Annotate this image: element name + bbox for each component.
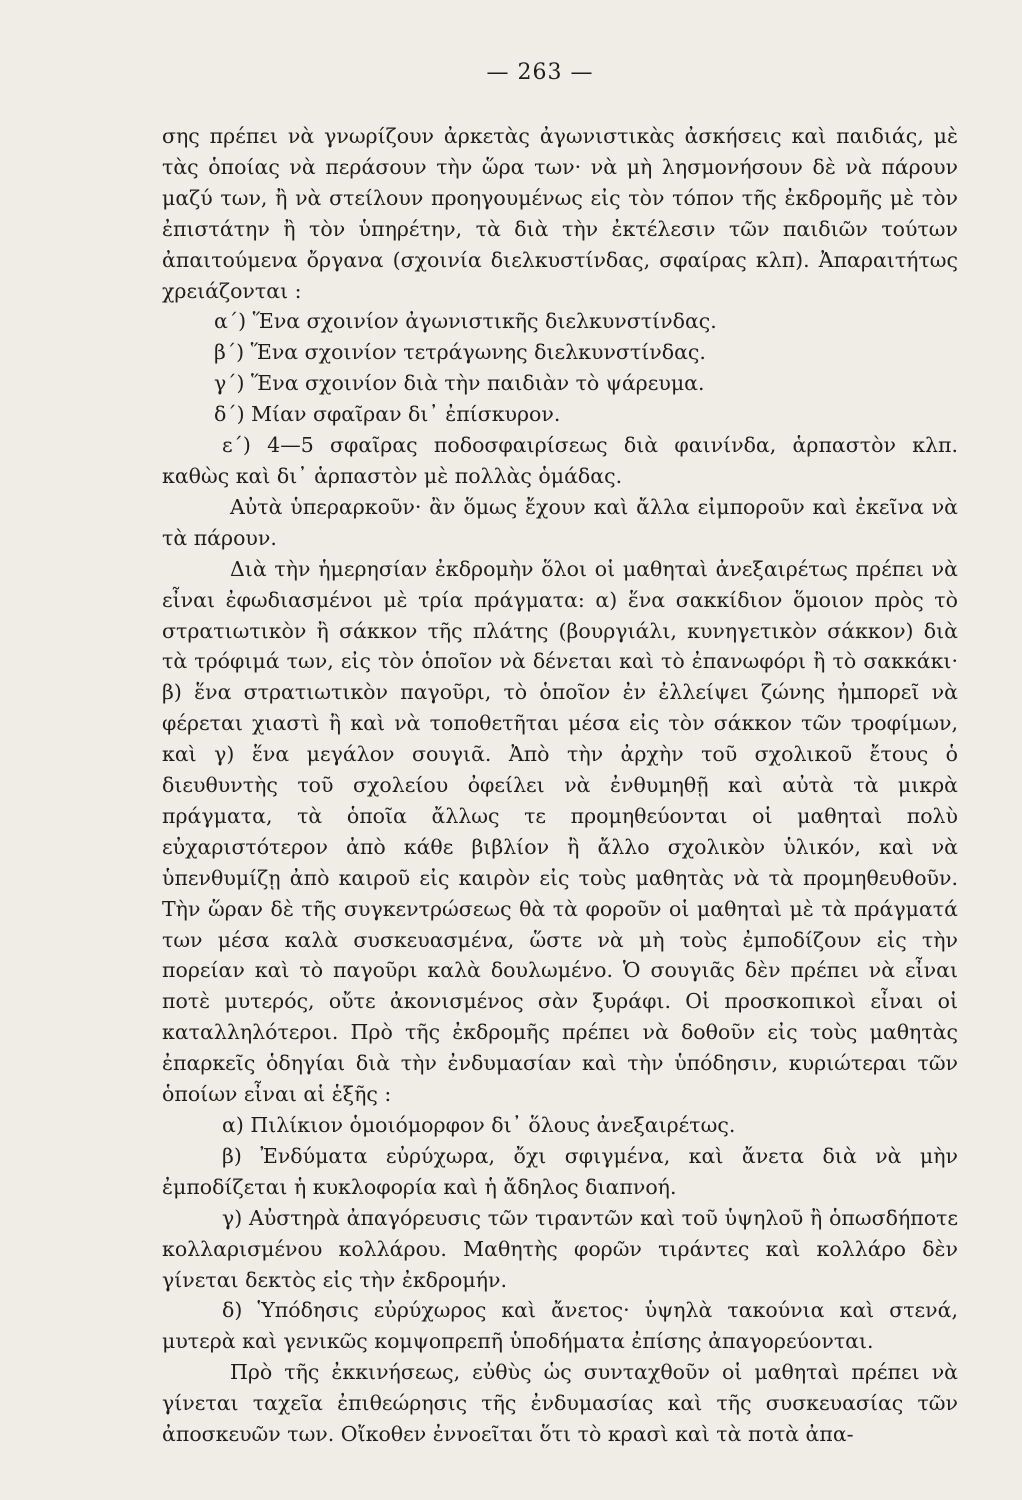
list-item: δ΄) Μίαν σφαῖραν δι᾽ ἐπίσκυρον. (214, 402, 561, 427)
paragraph: Πρὸ τῆς ἐκκινήσεως, εὐθὺς ὡς συνταχθοῦν οἱ μαθηταὶ πρέπει νὰ γίνεται ταχεῖα ἐπιθεώρησις τῆς ἐνδυμασίας καὶ τῆς συσκευασίας τῶν ἀποσκευῶν των. Οἴκοθεν ἐννοεῖται ὅτι τὸ κρασὶ καὶ τὰ ποτὰ ἀπα- (162, 1360, 958, 1447)
list-item: α΄) Ἕνα σχοινίον ἀγωνιστικῆς διελκυνστίνδας. (214, 309, 717, 334)
page-body (162, 121, 958, 1450)
paragraph: σης πρέπει νὰ γνωρίζουν ἀρκετὰς ἀγωνιστικὰς ἀσκήσεις καὶ παιδιάς, μὲ τὰς ὁποίας νὰ περάσουν τὴν ὥρα των· νὰ μὴ λησμονήσουν δὲ νὰ πάρουν μαζύ των, ἢ νὰ στείλουν προηγουμένως εἰς τὸν τόπον τῆς ἐκδρομῆς μὲ τὸν ἐπιστάτην ἢ τὸν ὑπηρέτην, τὰ διὰ τὴν ἐκτέλεσιν τῶν παιδιῶν τούτων ἀπαιτούμενα ὄργανα (σχοινία διελκυστίνδας, σφαίρας κλπ). Ἀπαραιτήτως χρειάζονται : (162, 124, 958, 303)
paragraph: Διὰ τὴν ἡμερησίαν ἐκδρομὴν ὅλοι οἱ μαθηταὶ ἀνεξαιρέτως πρέπει νὰ εἶναι ἐφωδιασμένοι μὲ τρία πράγματα: α) ἕνα σακκίδιον ὅμοιον πρὸς τὸ στρατιωτικὸν ἢ σάκκον τῆς πλάτης (βουργιάλι, κυνηγετικὸν σάκκον) διὰ τὰ τρόφιμά των, εἰς τὸν ὁποῖον νὰ δένεται καὶ τὸ ἐπανωφόρι ἢ τὸ σακκάκι· β) ἕνα στρατιωτικὸν παγοῦρι, τὸ ὁποῖον ἐν ἐλλείψει ζώνης ἠμπορεῖ νὰ φέρεται χιαστὶ ἢ καὶ νὰ τοποθετῆται μέσα εἰς τὸν σάκκον τῶν τροφίμων, καὶ γ) ἕνα μεγάλον σουγιᾶ. Ἀπὸ τὴν ἀρχὴν τοῦ σχολικοῦ ἔτους ὁ διευθυντὴς τοῦ σχολείου ὀφείλει νὰ ἐνθυμηθῇ καὶ αὐτὰ τὰ μικρὰ πράγματα, τὰ ὁποῖα ἄλλως τε προμηθεύονται οἱ μαθηταὶ πολὺ εὐχαριστότερον ἀπὸ κάθε βιβλίον ἢ ἄλλο σχολικὸν ὑλικόν, καὶ νὰ ὑπενθυμίζῃ ἀπὸ καιροῦ εἰς καιρὸν εἰς τοὺς μαθητὰς νὰ τὰ προμηθευθοῦν. Τὴν ὥραν δὲ τῆς συγκεντρώσεως θὰ τὰ φοροῦν οἱ μαθηταὶ μὲ τὰ πράγματά των μέσα καλὰ συσκευασμένα, ὥστε νὰ μὴ τοὺς ἐμποδίζουν εἰς τὴν πορείαν καὶ τὸ παγοῦρι καλὰ δουλωμένο. Ὁ σουγιᾶς δὲν πρέπει νὰ εἶναι ποτὲ μυτερός, οὔτε ἀκονισμένος σὰν ξυράφι. Οἱ προσκοπικοὶ εἶναι οἱ καταλληλότεροι. Πρὸ τῆς ἐκδρομῆς πρέπει νὰ δοθοῦν εἰς τοὺς μαθητὰς ἐπαρκεῖς ὁδηγίαι διὰ τὴν ἐνδυμασίαν καὶ τὴν ὑπόδησιν, κυριώτεραι τῶν ὁποίων εἶναι αἱ ἑξῆς : (162, 556, 958, 1107)
paragraph: Αὐτὰ ὑπεραρκοῦν· ἂν ὅμως ἔχουν καὶ ἄλλα εἰμποροῦν καὶ ἐκεῖνα νὰ τὰ πάρουν. (162, 494, 958, 550)
list-item: γ΄) Ἕνα σχοινίον διὰ τὴν παιδιὰν τὸ ψάρευμα. (214, 371, 705, 396)
list-item: ε΄) 4—5 σφαῖρας ποδοσφαιρίσεως διὰ φαινίνδα, ἁρπαστὸν κλπ. καθὼς καὶ δι᾽ ἁρπαστὸν μὲ πολλὰς ὁμάδας. (162, 433, 958, 488)
list-item: β΄) Ἕνα σχοινίον τετράγωνης διελκυνστίνδας. (214, 340, 706, 365)
list-item: γ) Αὐστηρὰ ἀπαγόρευσις τῶν τιραντῶν καὶ τοῦ ὑψηλοῦ ἢ ὁπωσδήποτε κολλαρισμένου κολλάρου. Μαθητὴς φορῶν τιράντες καὶ κολλάρο δὲν γίνεται δεκτὸς εἰς τὴν ἐκδρομήν. (162, 1205, 958, 1292)
list-item: β) Ἐνδύματα εὐρύχωρα, ὄχι σφιγμένα, καὶ ἄνετα διὰ νὰ μὴν ἐμποδίζεται ἡ κυκλοφορία καὶ ἡ ἄδηλος διαπνοή. (162, 1143, 958, 1199)
list-item: α) Πιλίκιον ὁμοιόμορφον δι᾽ ὅλους ἀνεξαιρέτως. (222, 1113, 736, 1137)
page-number: — 263 — (486, 60, 594, 85)
list-item: δ) Ὑπόδησις εὐρύχωρος καὶ ἄνετος· ὑψηλὰ τακούνια καὶ στενά, μυτερὰ καὶ γενικῶς κομψοπρεπῆ ὑποδήματα ἐπίσης ἀπαγορεύονται. (162, 1298, 958, 1354)
